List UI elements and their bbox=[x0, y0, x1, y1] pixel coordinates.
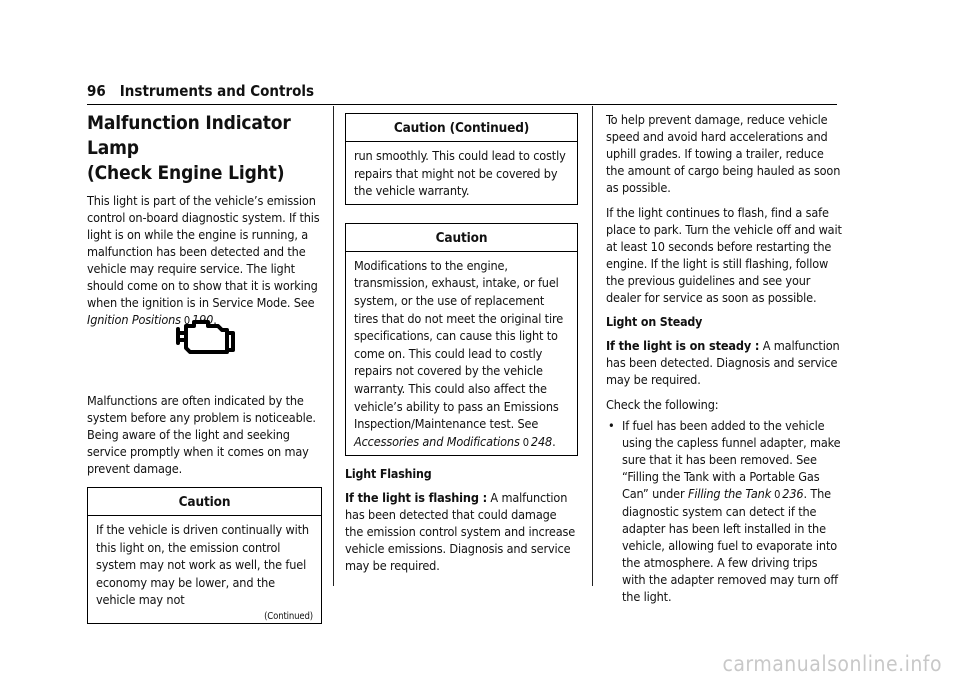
paragraph-text: A malfunction has been detected. Diagnosis and service may be required. bbox=[606, 338, 840, 387]
caution-continued-box bbox=[345, 113, 578, 205]
section-heading bbox=[87, 111, 322, 186]
caution-continued-title: Caution (Continued) bbox=[346, 114, 577, 142]
lead-in: If the light is flashing : bbox=[345, 490, 487, 506]
caution-title: Caution bbox=[346, 224, 577, 252]
column-1 bbox=[87, 111, 322, 337]
column-3 bbox=[606, 111, 842, 605]
subheading-light-flashing: Light Flashing bbox=[345, 467, 432, 482]
lead-in: If the light is on steady : bbox=[606, 338, 760, 353]
heading-line: Malfunction Indicator Lamp bbox=[87, 112, 291, 159]
light-flashing-paragraph bbox=[345, 489, 578, 574]
subheading-light-steady: Light on Steady bbox=[606, 315, 703, 329]
ignition-positions-link[interactable]: Ignition Positions bbox=[87, 312, 181, 327]
page-header bbox=[87, 82, 314, 100]
checklist bbox=[606, 417, 842, 605]
heading-line: (Check Engine Light) bbox=[87, 162, 285, 184]
header-rule bbox=[87, 104, 837, 105]
accessories-link[interactable]: Accessories and Modifications bbox=[354, 433, 520, 449]
watermark: carmanualsonline.info bbox=[722, 652, 942, 676]
column-divider bbox=[592, 106, 593, 586]
caution-title: Caution bbox=[88, 488, 321, 516]
page-ref-icon: 0 bbox=[183, 314, 191, 327]
caution-body bbox=[346, 252, 577, 456]
column-2 bbox=[345, 113, 578, 582]
light-steady-paragraph bbox=[606, 337, 842, 388]
page-ref-icon: 0 bbox=[774, 488, 781, 501]
caution-modifications-box bbox=[345, 223, 578, 457]
malfunctions-paragraph: Malfunctions are often indicated by the system before any problem is noticeable. Being aware of the light and seeking service promptly when it comes on may prevent damage. bbox=[87, 393, 316, 476]
intro-text: This light is part of the vehicle’s emission control on-board diagnostic system. If this light is on while the engine is running, a malfunction has been detected and the vehicle may require service. The light should come on to show that it is working when the ignition is in Service Mode. See bbox=[87, 193, 320, 310]
page-ref-number[interactable]: 190 bbox=[192, 312, 214, 327]
bullet-icon: • bbox=[608, 418, 615, 433]
paragraph-text: A malfunction has been detected that could damage the emission control system and increase vehicle emissions. Diagnosis and service may be required. bbox=[345, 490, 576, 574]
page-ref-number[interactable]: 236 bbox=[782, 486, 804, 501]
intro-paragraph bbox=[87, 192, 322, 329]
page-number: 96 bbox=[87, 82, 106, 100]
column-1-lower bbox=[87, 392, 322, 624]
caution-text: Modifications to the engine, transmission, exhaust, intake, or fuel system, or the use of replacement tires that do not meet the original tire specifications, can cause this light to come on. This could lead to costly repairs not covered by the vehicle warranty. This could also affect the vehicle’s ability to pass an Emissions Inspection/Maintenance test. See bbox=[354, 257, 564, 432]
page-ref-icon: 0 bbox=[522, 435, 529, 449]
list-item bbox=[606, 417, 842, 605]
reduce-damage-paragraph: To help prevent damage, reduce vehicle speed and avoid hard accelerations and uphill grades. If towing a trailer, reduce the amount of cargo being hauled as soon as possible. bbox=[606, 112, 841, 195]
caution-box bbox=[87, 487, 322, 624]
punctuation: . bbox=[213, 312, 217, 327]
punctuation: . bbox=[552, 433, 556, 449]
column-divider bbox=[333, 106, 334, 586]
caution-body: If the vehicle is driven continually with this light on, the emission control system may not work as well, the fuel economy may be lower, and the vehicle may not bbox=[96, 522, 309, 608]
continued-label: (Continued) bbox=[264, 610, 313, 622]
check-following: Check the following: bbox=[606, 397, 719, 412]
check-engine-icon bbox=[172, 315, 236, 360]
list-item-text: . The diagnostic system can detect if the adapter has been left installed in the vehicle, allowing fuel to evaporate into the atmosphere. A few driving trips with the adapter removed may turn off the light. bbox=[622, 486, 839, 604]
continues-flash-paragraph: If the light continues to flash, find a safe place to park. Turn the vehicle off and wait at least 10 seconds before restarting the engine. If the light is still flashing, follow the previous guidelines and see your dealer for service as soon as possible. bbox=[606, 205, 842, 305]
caution-continued-body: run smoothly. This could lead to costly repairs that might not be covered by the vehicle warranty. bbox=[354, 148, 566, 199]
filling-tank-link[interactable]: Filling the Tank bbox=[687, 486, 772, 501]
section-title: Instruments and Controls bbox=[119, 82, 315, 100]
page-ref-number[interactable]: 248 bbox=[530, 433, 553, 449]
list-item-text: If fuel has been added to the vehicle using the capless funnel adapter, make sure that it has been removed. See “Filling the Tank with a Portable Gas Can” under bbox=[622, 418, 841, 501]
